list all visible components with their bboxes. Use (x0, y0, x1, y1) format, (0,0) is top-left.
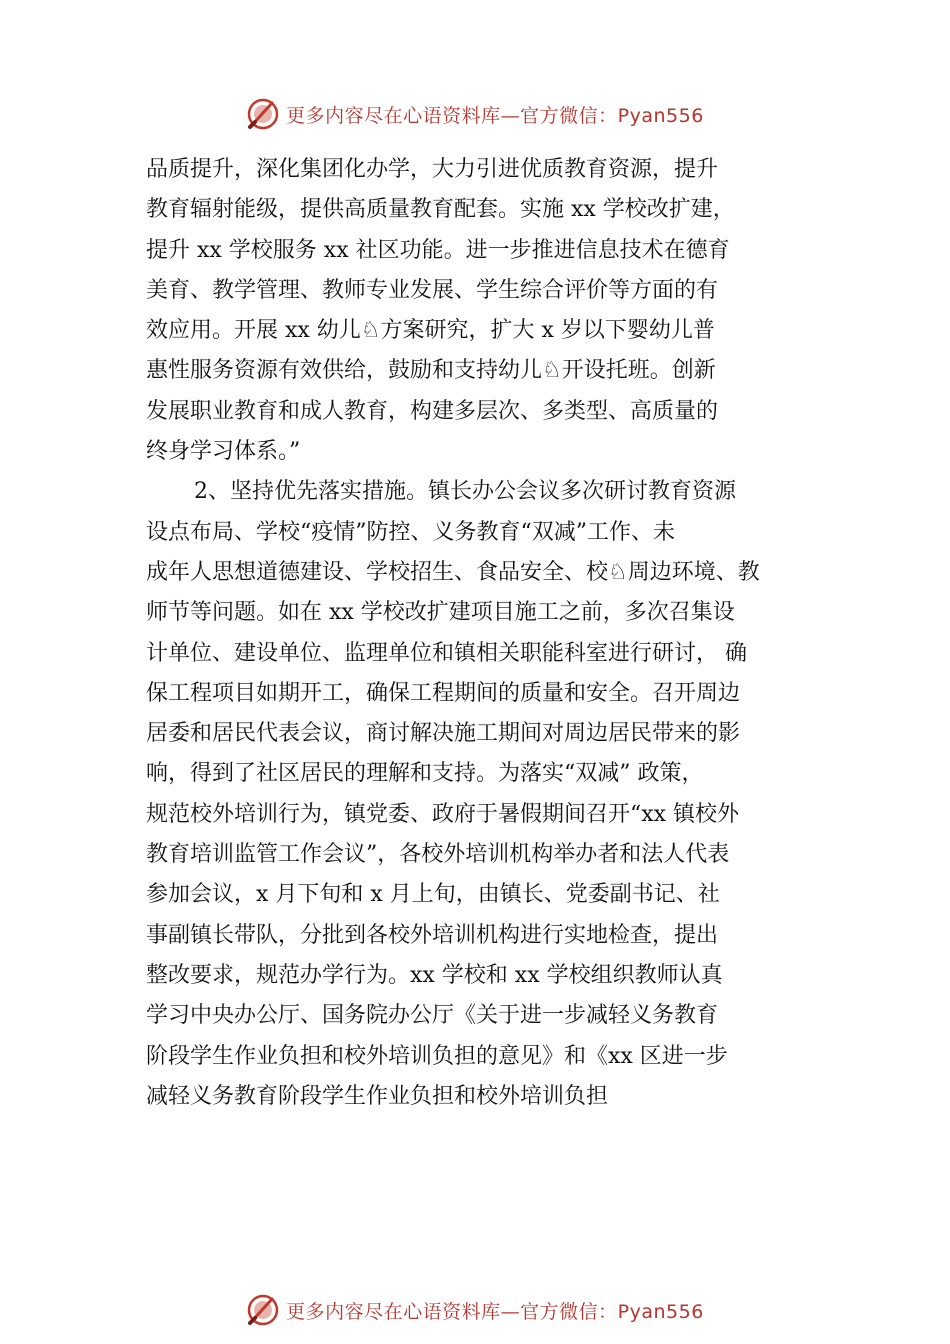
text-line: 师节等问题。如在 xx 学校改扩建项目施工之前，多次召集设 (146, 600, 735, 626)
wechat-id: Pyan556 (617, 104, 704, 127)
text-line: 规范校外培训行为，镇党委、政府于暑假期间召开“xx 镇校外 (146, 801, 740, 827)
text-line: 教育辐射能级，提供高质量教育配套。实施 xx 学校改扩建， (146, 197, 735, 223)
text-line: 效应用。开展 xx 幼儿♘方案研究，扩大 x 岁以下婴幼儿普 (146, 318, 715, 344)
text-line: 减轻义务教育阶段学生作业负担和校外培训负担 (146, 1083, 609, 1109)
text-line: 品质提升，深化集团化办学，大力引进优质教育资源，提升 (146, 157, 719, 182)
footer-banner (0, 1290, 950, 1330)
paragraph-start-line: 2、坚持优先落实措施。镇长办公会议多次研讨教育资源 (194, 479, 736, 505)
text-line: 教育培训监管工作会议”，各校外培训机构举办者和法人代表 (146, 842, 730, 868)
text-line: 整改要求，规范办学行为。xx 学校和 xx 学校组织教师认真 (146, 962, 723, 988)
text-line: 居委和居民代表会议，商讨解决施工期间对周边居民带来的影 (146, 721, 741, 747)
text-line: 计单位、建设单位、监理单位和镇相关职能科室进行研讨， 确 (146, 640, 747, 666)
header-banner (0, 94, 950, 134)
text-line: 终身学习体系。” (146, 439, 301, 465)
text-line: 成年人思想道德建设、学校招生、食品安全、校♘周边环境、教 (146, 559, 760, 585)
text-line: 惠性服务资源有效供给，鼓励和支持幼儿♘开设托班。创新 (146, 358, 716, 384)
document-body (146, 150, 812, 1117)
text-line: 学习中央办公厅、国务院办公厅《关于进一步减轻义务教育 (146, 1003, 719, 1029)
brush-logo-icon (246, 1293, 280, 1327)
text-line: 参加会议，x 月下旬和 x 月上旬，由镇长、党委副书记、社 (146, 882, 720, 908)
text-line: 提升 xx 学校服务 xx 社区功能。进一步推进信息技术在德育 (146, 237, 730, 263)
brush-logo-icon (246, 97, 280, 131)
text-line: 阶段学生作业负担和校外培训负担的意见》和《xx 区进一步 (146, 1043, 728, 1069)
wechat-id: Pyan556 (617, 1300, 704, 1323)
text-line: 响，得到了社区居民的理解和支持。为落实“双减” 政策， (146, 761, 704, 787)
text-line: 发展职业教育和成人教育，构建多层次、多类型、高质量的 (146, 398, 719, 424)
text-line: 设点布局、学校“疫情”防控、义务教育“双减”工作、未 (146, 519, 675, 545)
banner-text: 更多内容尽在心语资料库—官方微信： (286, 1300, 618, 1323)
text-line: 美育、教学管理、教师专业发展、学生综合评价等方面的有 (146, 277, 719, 303)
text-line: 事副镇长带队，分批到各校外培训机构进行实地检查，提出 (146, 922, 719, 948)
banner-text: 更多内容尽在心语资料库—官方微信： (286, 104, 618, 127)
text-line: 保工程项目如期开工，确保工程期间的质量和安全。召开周边 (146, 680, 741, 706)
